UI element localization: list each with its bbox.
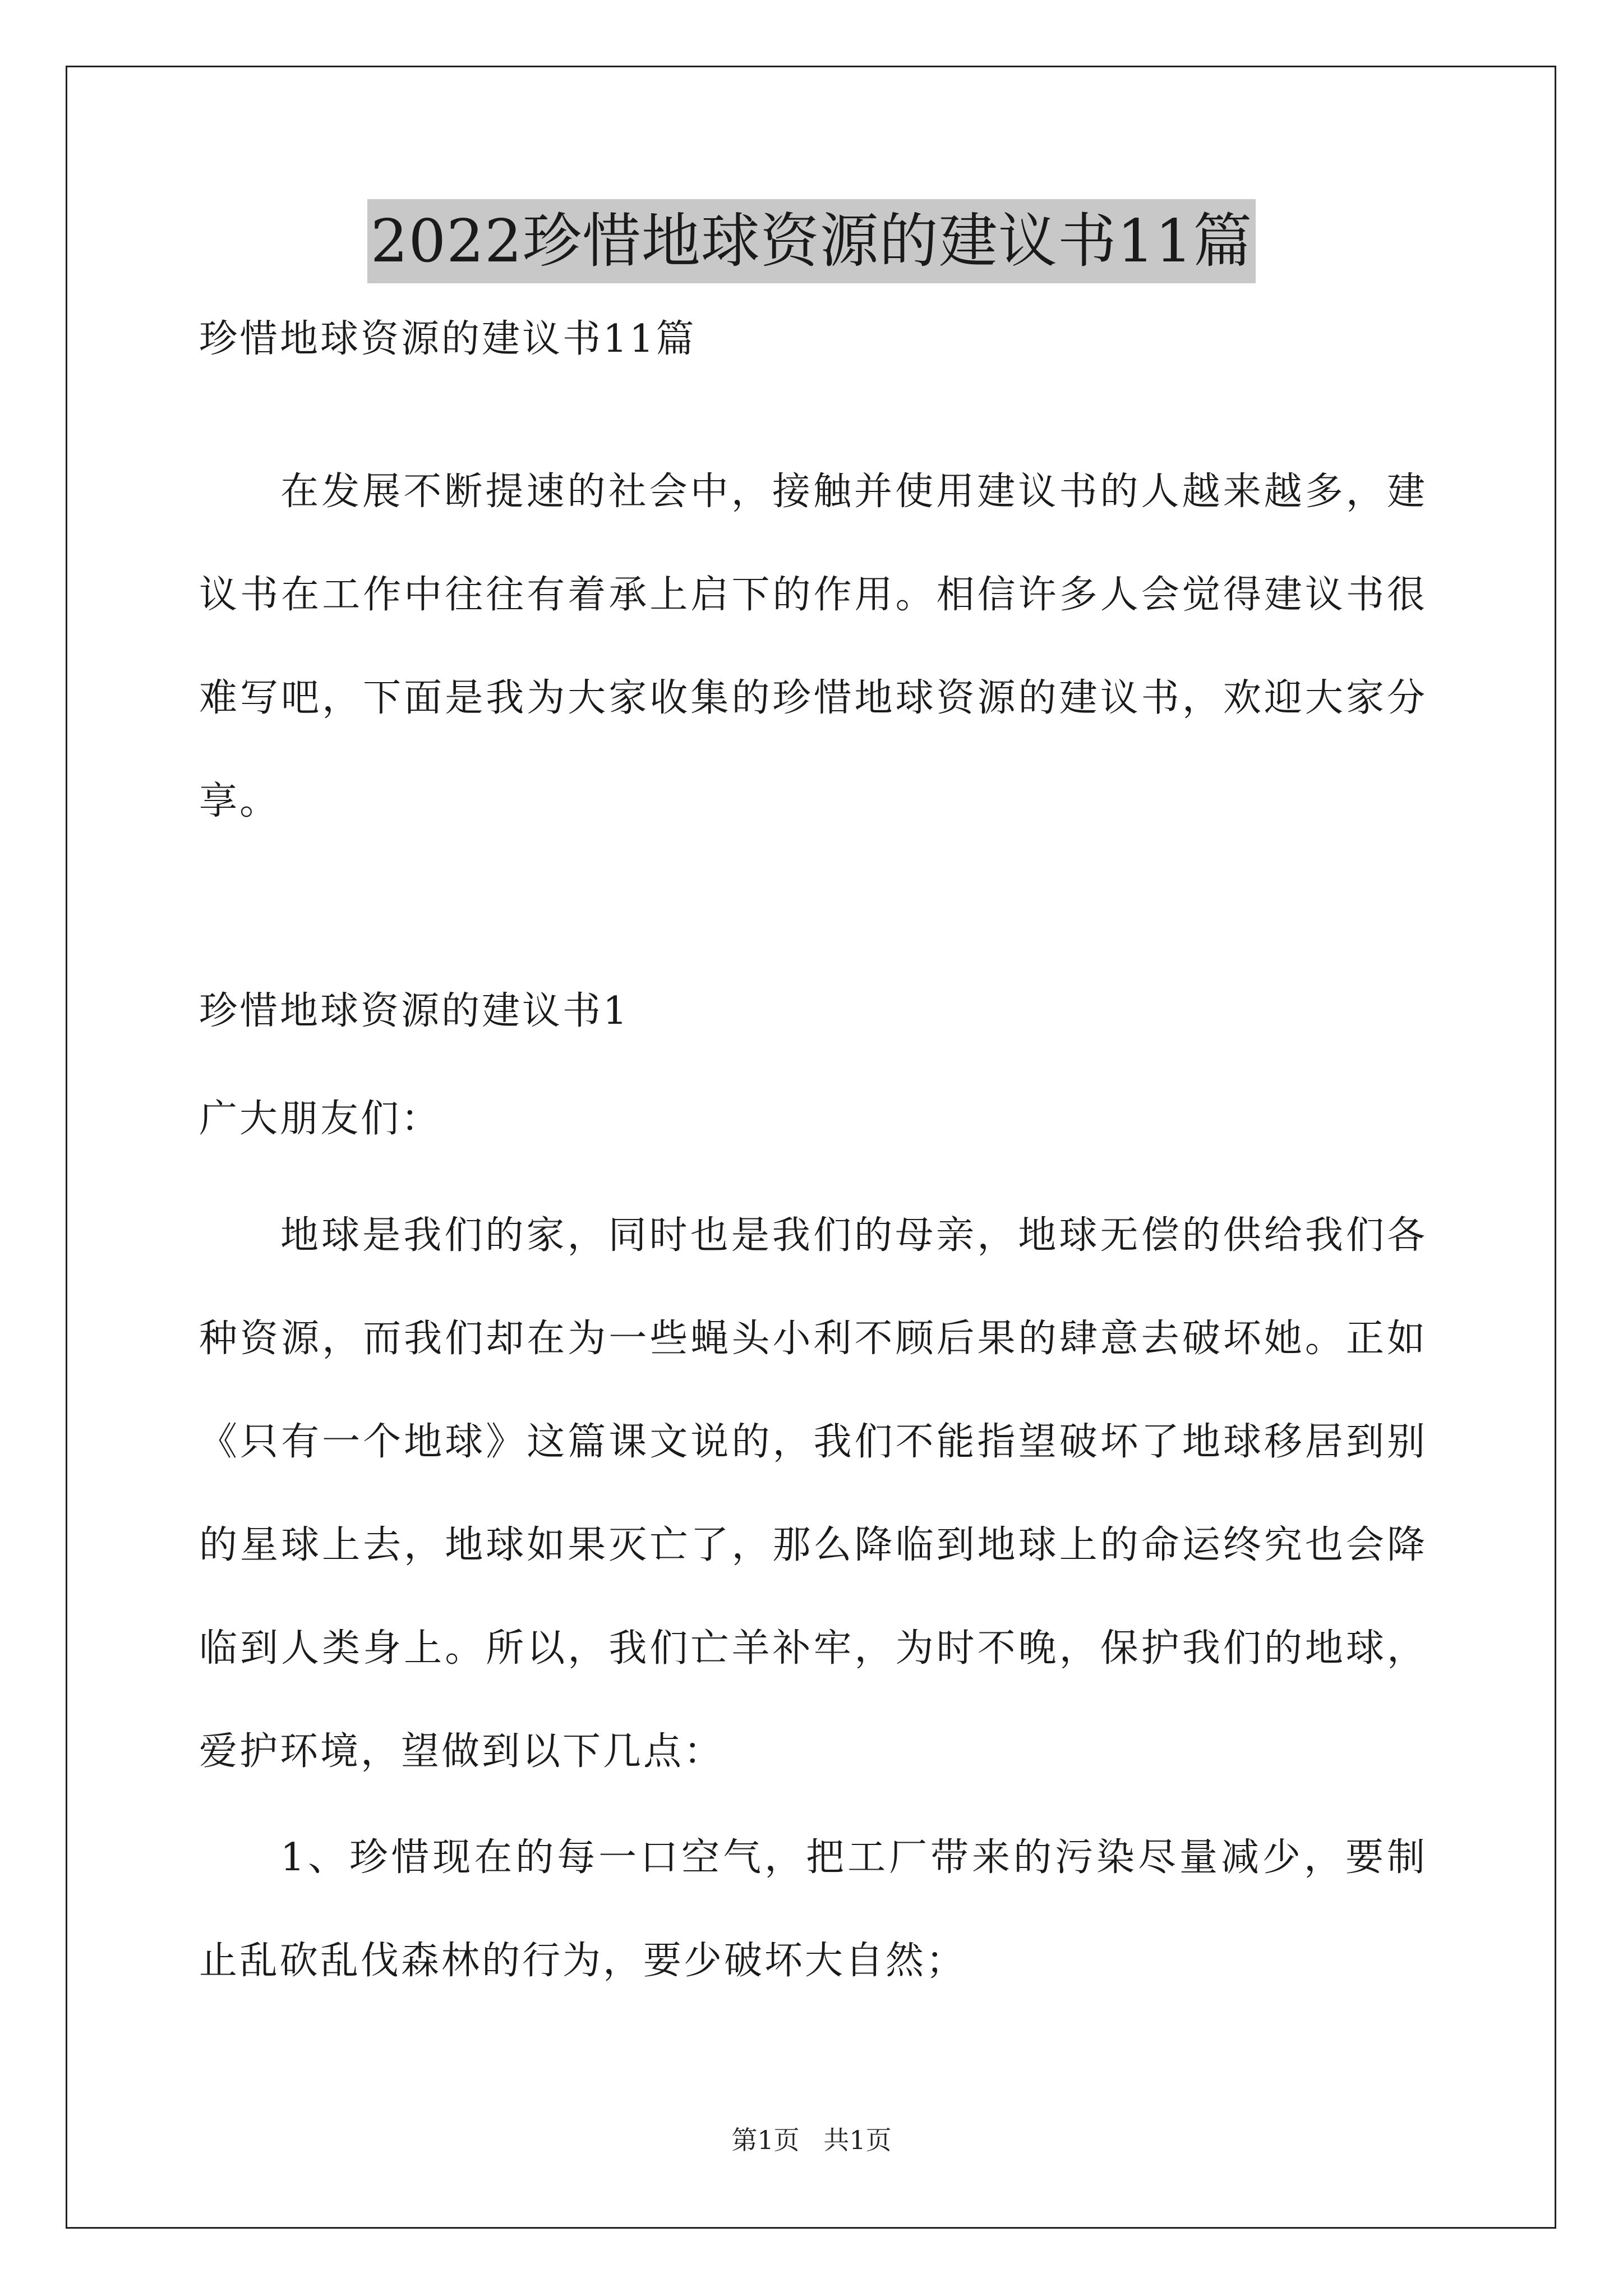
intro-paragraph: 在发展不断提速的社会中，接触并使用建议书的人越来越多，建议书在工作中往往有着承上启下的作用。相信许多人会觉得建议书很难写吧，下面是我为大家收集的珍惜地球资源的建议书，欢迎大家分享。 [199,470,1427,823]
page-number: 第1页 [731,2125,800,2155]
document-title: 2022珍惜地球资源的建议书11篇 [367,199,1256,283]
section-heading-1: 珍惜地球资源的建议书1 [199,989,630,1033]
document-subtitle: 珍惜地球资源的建议书11篇 [199,317,697,361]
page-footer [0,2123,1623,2157]
body-paragraph-1: 地球是我们的家，同时也是我们的母亲，地球无偿的供给我们各种资源，而我们却在为一些蝇头小利不顾后果的肆意去破坏她。正如《只有一个地球》这篇课文说的，我们不能指望破坏了地球移居到别的星球上去，地球如果灭亡了，那么降临到地球上的命运终究也会降临到人类身上。所以，我们亡羊补牢，为时不晚，保护我们的地球，爱护环境，望做到以下几点： [199,1213,1427,1774]
page-total: 共1页 [823,2125,892,2155]
greeting-line: 广大朋友们： [199,1097,442,1141]
point-1-paragraph: 1、珍惜现在的每一口空气，把工厂带来的污染尽量减少，要制止乱砍乱伐森林的行为，要少破坏大自然； [199,1835,1427,1983]
title-container [0,199,1623,283]
